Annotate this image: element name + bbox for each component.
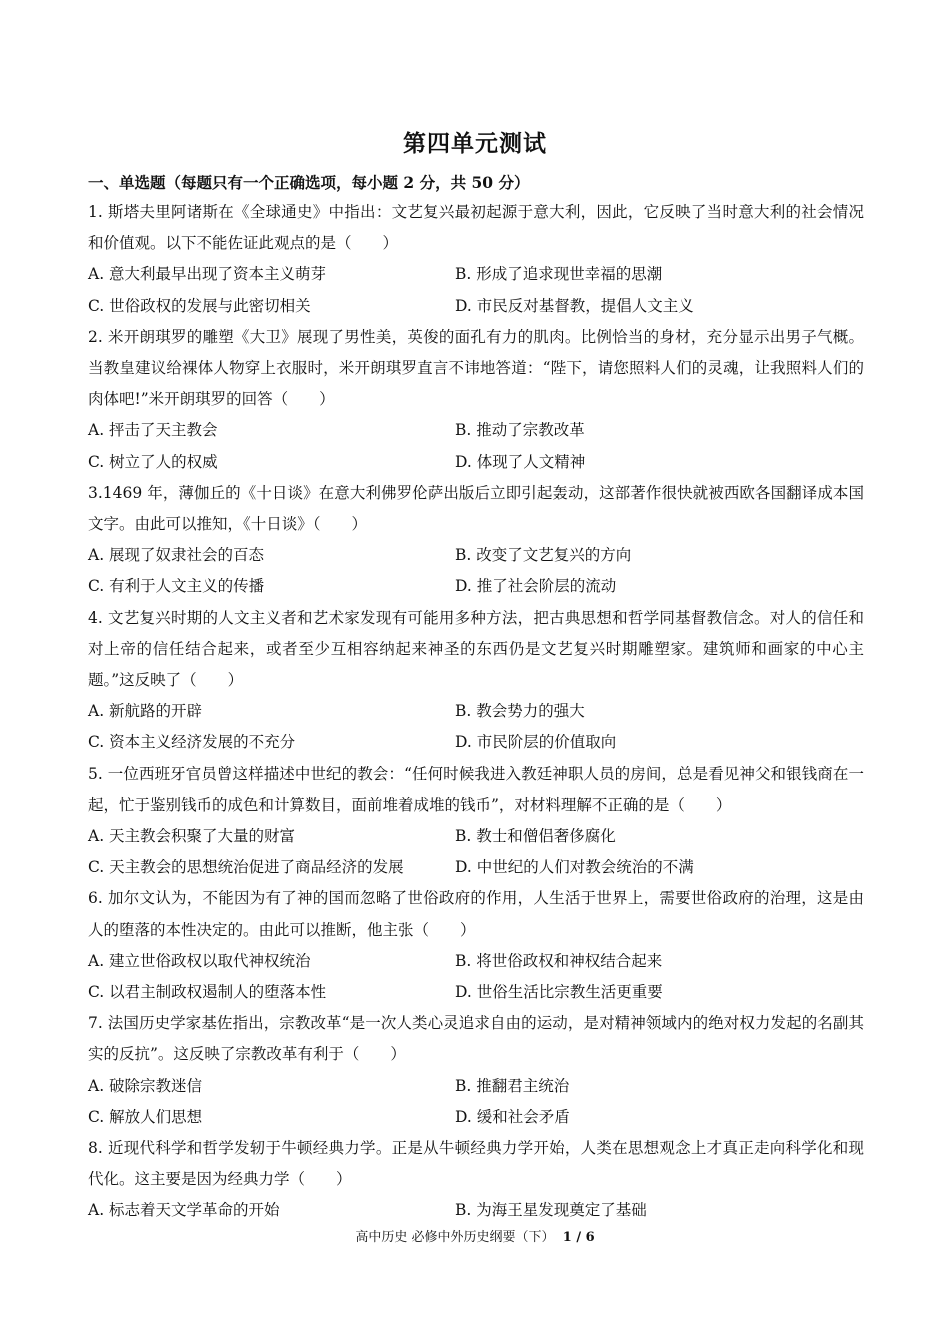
page-footer (0, 1226, 950, 1245)
question (88, 1133, 864, 1227)
option-c: C. 世俗政权的发展与此密切相关 (88, 296, 311, 315)
option-b: B. 形成了追求现世幸福的思潮 (455, 265, 663, 284)
option-a: A. 新航路的开辟 (88, 702, 203, 721)
option-b: B. 改变了文艺复兴的方向 (455, 546, 632, 565)
options-row (88, 696, 864, 727)
options-row (88, 1195, 864, 1226)
options-row (88, 540, 864, 571)
question-list (88, 197, 864, 1226)
option-d: D. 推了社会阶层的流动 (455, 577, 617, 596)
page-number: 1 / 6 (562, 1230, 595, 1245)
page-title: 第四单元测试 (403, 130, 547, 157)
options-row (88, 447, 864, 478)
question (88, 759, 864, 884)
options-row (88, 946, 864, 977)
question-stem: 8. 近现代科学和哲学发轫于牛顿经典力学。正是从牛顿经典力学开始，人类在思想观念上才真正走向科学化和现代化。这主要是因为经典力学（ ） (88, 1138, 864, 1189)
option-b: B. 将世俗政权和神权结合起来 (455, 951, 663, 970)
question-stem: 4. 文艺复兴时期的人文主义者和艺术家发现有可能用多种方法，把古典思想和哲学同基督教信念。对人的信任和对上帝的信任结合起来，或者至少互相容纳起来神圣的东西仍是文艺复兴时期雕塑家。建筑师和画家的中心主题。”这反映了（ ） (88, 608, 864, 689)
question (88, 603, 864, 759)
section-heading: 一、单选题（每题只有一个正确选项，每小题 2 分，共 50 分） (88, 173, 530, 192)
question-stem: 1. 斯塔夫里阿诸斯在《全球通史》中指出：文艺复兴最初起源于意大利，因此，它反映了当时意大利的社会情况和价值观。以下不能佐证此观点的是（ ） (88, 203, 864, 253)
question-stem: 5. 一位西班牙官员曾这样描述中世纪的教会：“任何时候我进入教廷神职人员的房间，总是看见神父和银钱商在一起，忙于鉴别钱币的成色和计算数目，面前堆着成堆的钱币”，对材料理解不正确的是（ ） (88, 764, 864, 814)
options-row (88, 259, 864, 290)
options-row (88, 852, 864, 883)
option-a: A. 展现了奴隶社会的百态 (88, 546, 265, 565)
option-a: A. 意大利最早出现了资本主义萌芽 (88, 265, 327, 284)
question-stem: 2. 米开朗琪罗的雕塑《大卫》展现了男性美，英俊的面孔有力的肌肉。比例恰当的身材，充分显示出男子气概。当教皇建议给裸体人物穿上衣服时，米开朗琪罗直言不讳地答道：“陛下，请您照料人们的灵魂，让我照料人们的肉体吧!”米开朗琪罗的回答（ ） (88, 327, 864, 409)
option-c: C. 以君主制政权遏制人的堕落本性 (88, 982, 327, 1001)
option-c: C. 资本主义经济发展的不充分 (88, 733, 296, 752)
option-d: D. 缓和社会矛盾 (455, 1107, 570, 1126)
option-d: D. 中世纪的人们对教会统治的不满 (455, 858, 694, 877)
option-b: B. 为海王星发现奠定了基础 (455, 1201, 647, 1220)
option-d: D. 市民反对基督教，提倡人文主义 (455, 296, 694, 315)
options-row (88, 1102, 864, 1133)
question (88, 322, 864, 478)
option-a: A. 天主教会积聚了大量的财富 (88, 826, 296, 845)
options-row (88, 977, 864, 1008)
option-b: B. 推动了宗教改革 (455, 421, 585, 440)
option-a: A. 建立世俗政权以取代神权统治 (88, 951, 311, 970)
option-c: C. 树立了人的权威 (88, 452, 218, 471)
option-b: B. 教会势力的强大 (455, 702, 585, 721)
option-d: D. 世俗生活比宗教生活更重要 (455, 982, 663, 1001)
question-stem: 7. 法国历史学家基佐指出，宗教改革“是一次人类心灵追求自由的运动，是对精神领域内的绝对权力发起的名副其实的反抗”。这反映了宗教改革有利于（ ） (88, 1014, 864, 1064)
question-stem: 3.1469 年，薄伽丘的《十日谈》在意大利佛罗伦萨出版后立即引起轰动，这部著作很快就被西欧各国翻译成本国文字。由此可以推知，《十日谈》（ ） (88, 483, 864, 533)
options-row (88, 1071, 864, 1102)
option-c: C. 有利于人文主义的传播 (88, 577, 265, 596)
options-row (88, 727, 864, 758)
options-row (88, 415, 864, 446)
option-c: C. 天主教会的思想统治促进了商品经济的发展 (88, 858, 404, 877)
option-a: A. 标志着天文学革命的开始 (88, 1201, 280, 1220)
question-stem: 6. 加尔文认为，不能因为有了神的国而忽略了世俗政府的作用，人生活于世界上，需要世俗政府的治理，这是由人的堕落的本性决定的。由此可以推断，他主张（ ） (88, 889, 864, 939)
question (88, 1008, 864, 1133)
question (88, 883, 864, 1008)
options-row (88, 571, 864, 602)
option-d: D. 市民阶层的价值取向 (455, 733, 617, 752)
options-row (88, 821, 864, 852)
option-d: D. 体现了人文精神 (455, 452, 586, 471)
question (88, 478, 864, 603)
question (88, 197, 864, 322)
option-c: C. 解放人们思想 (88, 1107, 203, 1126)
options-row (88, 291, 864, 322)
footer-text: 高中历史 必修中外历史纲要（下） (355, 1230, 555, 1245)
option-b: B. 教士和僧侣奢侈腐化 (455, 826, 616, 845)
option-a: A. 破除宗教迷信 (88, 1076, 203, 1095)
option-a: A. 抨击了天主教会 (88, 421, 218, 440)
option-b: B. 推翻君主统治 (455, 1076, 570, 1095)
